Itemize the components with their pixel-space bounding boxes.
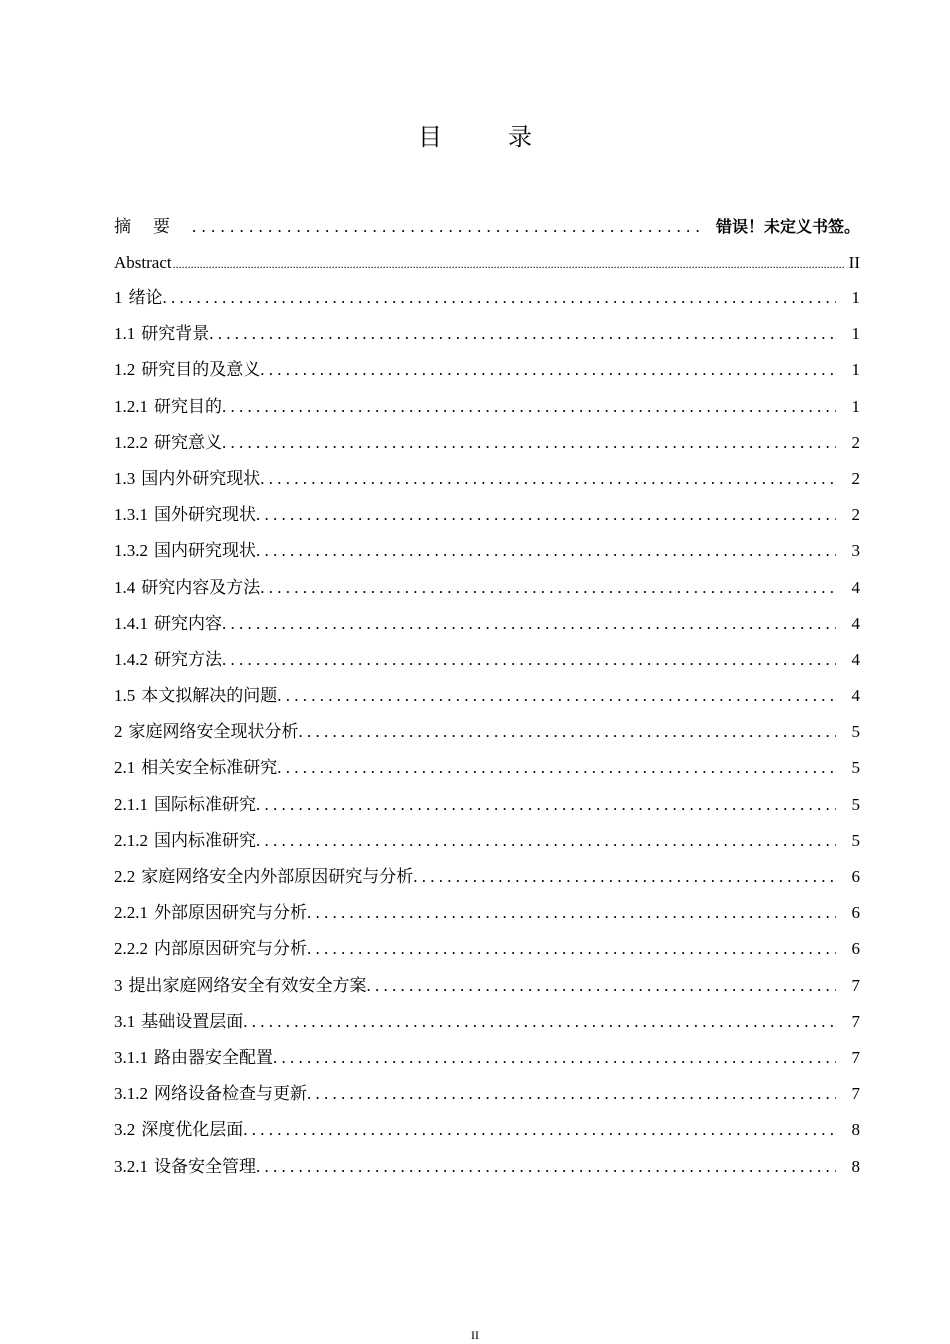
toc-entry-label (114, 425, 222, 461)
toc-entry[interactable] (114, 714, 860, 750)
toc-entry-label (114, 678, 277, 714)
toc-entry-page: 6 (851, 867, 860, 886)
toc-entry-title: 基础设置层面 (141, 1011, 244, 1031)
toc-entry-title: 路由器安全配置 (154, 1047, 273, 1067)
toc-entry[interactable] (114, 316, 860, 352)
toc-entry-label (114, 1004, 243, 1040)
toc-leader-dots (307, 895, 836, 931)
toc-entry-title: 外部原因研究与分析 (154, 903, 307, 923)
toc-entry-number: 2.1.2 (114, 830, 148, 850)
toc-entry-title: 研究目的 (154, 396, 222, 416)
toc-entry-label (114, 931, 307, 967)
toc-entry-number: 2.2 (114, 867, 136, 886)
toc-entry[interactable] (114, 678, 860, 714)
toc-entry-page: 1 (851, 324, 860, 344)
toc-entry-number: 1.5 (114, 686, 136, 706)
toc-entry-page: 1 (851, 288, 860, 307)
toc-entry-number: 3.1 (114, 1011, 136, 1031)
toc-entry-title: 研究背景 (141, 324, 210, 344)
toc-leader-dots (260, 461, 836, 497)
toc-entry-number: 3 (114, 975, 123, 995)
toc-entry-list (114, 280, 860, 1185)
toc-entry-label (114, 968, 367, 1004)
toc-entry-page: 7 (851, 1084, 860, 1104)
toc-leader-dots (299, 714, 837, 750)
toc-leader-dots (307, 931, 836, 967)
toc-entry-number: 1.3 (114, 468, 136, 488)
toc-entry-number: 2 (114, 722, 123, 742)
toc-entry-title: 网络设备检查与更新 (154, 1084, 307, 1104)
toc-entry-title: 摘要 (114, 217, 192, 236)
toc-entry[interactable] (114, 533, 860, 569)
toc-leader-dots (222, 425, 836, 461)
toc-leader-dots (260, 352, 836, 388)
toc-entry-page: 7 (851, 1011, 860, 1031)
toc-entry[interactable] (114, 931, 860, 967)
toc-entry[interactable] (114, 1076, 860, 1112)
toc-entry-abstract-en[interactable] (114, 246, 860, 280)
toc-entry-title: 研究目的及意义 (141, 360, 261, 380)
toc-entry-page: 4 (851, 649, 860, 669)
toc-entry-title: Abstract (114, 253, 172, 272)
toc-entry-page: 2 (851, 432, 860, 452)
toc-entry-number: 3.1.1 (114, 1047, 148, 1067)
toc-entry-page: 1 (851, 360, 860, 380)
toc-leader-dots (277, 678, 836, 714)
toc-entry-title: 研究方法 (154, 649, 222, 669)
toc-entry-label (114, 570, 260, 606)
table-of-contents (114, 208, 860, 1185)
toc-entry[interactable] (114, 787, 860, 823)
toc-entry[interactable] (114, 570, 860, 606)
toc-entry-page: II (848, 253, 860, 272)
toc-entry[interactable] (114, 425, 860, 461)
toc-entry-number: 3.2 (114, 1120, 136, 1140)
toc-entry[interactable] (114, 280, 860, 316)
toc-entry-title: 家庭网络安全内外部原因研究与分析 (141, 867, 414, 886)
toc-leader-dots (222, 642, 836, 678)
toc-entry-title: 国内标准研究 (154, 830, 256, 850)
toc-entry-label (114, 533, 256, 569)
toc-entry-label (114, 1149, 256, 1185)
toc-leader-dots (273, 1040, 836, 1076)
toc-leader-dots (277, 750, 836, 786)
toc-entry-page: 7 (851, 975, 860, 995)
toc-entry-label (114, 787, 256, 823)
toc-leader-dots (222, 389, 836, 425)
toc-entry[interactable] (114, 750, 860, 786)
toc-entry-title: 设备安全管理 (154, 1156, 256, 1176)
toc-entry-page: 8 (851, 1156, 860, 1176)
toc-entry-label (114, 352, 260, 388)
toc-entry-abstract-cn[interactable] (114, 208, 860, 246)
toc-entry-number: 1.4.2 (114, 649, 148, 669)
toc-entry[interactable] (114, 352, 860, 388)
toc-entry[interactable] (114, 823, 860, 859)
toc-entry-page: 8 (851, 1120, 860, 1140)
toc-entry-number: 1.4.1 (114, 613, 148, 633)
toc-entry-label (114, 859, 413, 895)
toc-leader-dots (243, 1004, 836, 1040)
toc-entry-label (114, 714, 299, 750)
toc-entry-title: 研究内容 (154, 613, 222, 633)
toc-entry-title: 深度优化层面 (141, 1120, 244, 1140)
toc-entry-page: 4 (851, 577, 860, 597)
toc-leader-dots (367, 968, 837, 1004)
toc-leader-dots (163, 280, 837, 316)
toc-entry[interactable] (114, 389, 860, 425)
toc-entry-label (114, 497, 256, 533)
toc-entry-page: 2 (851, 468, 860, 488)
toc-entry-label (114, 280, 163, 316)
toc-entry[interactable] (114, 461, 860, 497)
toc-entry-number: 1 (114, 288, 123, 307)
toc-entry-number: 1.2 (114, 360, 136, 380)
toc-entry-number: 3.2.1 (114, 1156, 148, 1176)
toc-entry-label (114, 895, 307, 931)
toc-entry-page: 5 (851, 722, 860, 742)
toc-entry-number: 3.1.2 (114, 1084, 148, 1104)
toc-entry-label (114, 1112, 243, 1148)
toc-entry-title: 国内研究现状 (154, 541, 256, 561)
toc-leader-dots (222, 606, 836, 642)
toc-entry-title: 国内外研究现状 (141, 468, 261, 488)
toc-leader-dots (256, 787, 836, 823)
toc-entry-title: 绪论 (128, 288, 163, 307)
toc-entry-label (114, 389, 222, 425)
toc-entry-number: 2.2.2 (114, 939, 148, 959)
toc-entry-label (114, 823, 256, 859)
toc-entry[interactable] (114, 1149, 860, 1185)
toc-entry-number: 1.3.2 (114, 541, 148, 561)
toc-entry-page: 2 (851, 505, 860, 525)
toc-entry-number: 2.1.1 (114, 794, 148, 814)
toc-entry-page: 5 (851, 794, 860, 814)
toc-entry[interactable] (114, 1040, 860, 1076)
toc-entry-label (114, 1040, 273, 1076)
toc-entry-page: 7 (851, 1047, 860, 1067)
toc-leader-dots (243, 1112, 836, 1148)
toc-entry-title: 内部原因研究与分析 (154, 939, 307, 959)
toc-entry[interactable] (114, 497, 860, 533)
toc-entry-number: 1.2.2 (114, 432, 148, 452)
toc-entry-page: 4 (851, 613, 860, 633)
toc-entry-label (114, 750, 277, 786)
toc-entry-number: 1.3.1 (114, 505, 148, 525)
toc-leader-dots (256, 533, 836, 569)
toc-leader-dots (307, 1076, 836, 1112)
toc-entry-label (114, 461, 260, 497)
toc-entry[interactable] (114, 1112, 860, 1148)
toc-entry-page: 6 (851, 903, 860, 923)
toc-entry-number: 2.1 (114, 758, 136, 778)
toc-entry[interactable] (114, 1004, 860, 1040)
toc-entry-number: 1.2.1 (114, 396, 148, 416)
toc-entry[interactable] (114, 968, 860, 1004)
toc-entry-label (114, 316, 209, 352)
toc-entry-label (114, 642, 222, 678)
toc-entry[interactable] (114, 642, 860, 678)
toc-entry-label (114, 1076, 307, 1112)
toc-entry-title: 国外研究现状 (154, 505, 256, 525)
toc-entry-title: 提出家庭网络安全有效安全方案 (128, 975, 367, 995)
toc-entry-number: 2.2.1 (114, 903, 148, 923)
toc-entry-page: 5 (851, 830, 860, 850)
page-title: 目 录 (418, 125, 562, 151)
toc-leader-dots (256, 823, 836, 859)
toc-leader-dots (256, 497, 836, 533)
toc-entry[interactable] (114, 606, 860, 642)
toc-leader-dots (192, 208, 702, 246)
toc-entry-title: 研究意义 (154, 432, 222, 452)
toc-entry[interactable] (114, 895, 860, 931)
toc-entry-page: 1 (851, 396, 860, 416)
toc-leader-dots (256, 1149, 836, 1185)
page-number-footer: II (471, 1328, 479, 1342)
toc-entry[interactable] (114, 859, 860, 895)
toc-entry-page: 4 (851, 686, 860, 706)
bookmark-error-text: 错误！未定义书签。 (715, 217, 860, 236)
toc-leader-dots (173, 246, 845, 281)
toc-entry-label (114, 606, 222, 642)
toc-leader-dots (413, 859, 836, 895)
toc-entry-title: 本文拟解决的问题 (141, 686, 278, 706)
toc-entry-title: 家庭网络安全现状分析 (128, 722, 299, 742)
toc-entry-number: 1.4 (114, 577, 136, 597)
toc-entry-number: 1.1 (114, 324, 136, 344)
toc-entry-page: 6 (851, 939, 860, 959)
toc-leader-dots (209, 316, 836, 352)
toc-entry-title: 国际标准研究 (154, 794, 256, 814)
toc-entry-title: 相关安全标准研究 (141, 758, 278, 778)
toc-leader-dots (260, 570, 836, 606)
toc-entry-page: 5 (851, 758, 860, 778)
toc-entry-page: 3 (851, 541, 860, 561)
toc-entry-title: 研究内容及方法 (141, 577, 261, 597)
